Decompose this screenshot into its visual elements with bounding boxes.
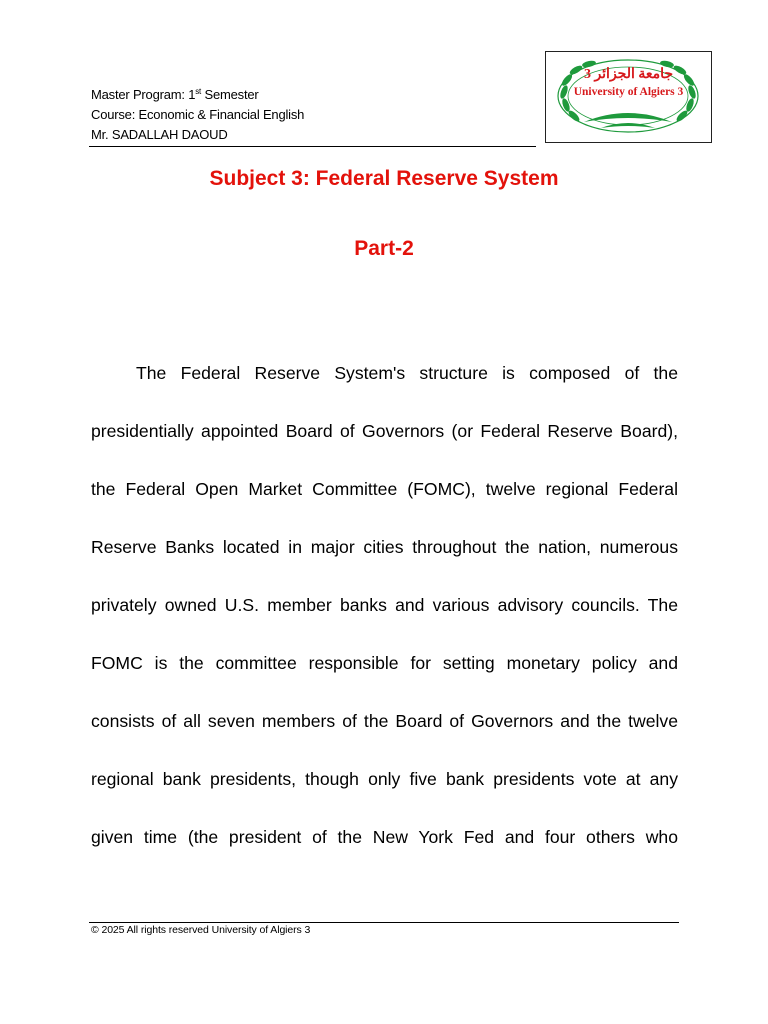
paragraph-line: consists of all seven members of the Board of Governors and the twelve [91,711,678,731]
part-title: Part-2 [354,237,414,260]
logo-arabic-text: جامعة الجزائر 3 [583,67,674,82]
subject-title: Subject 3: Federal Reserve System [209,167,559,190]
paragraph-line: privately owned U.S. member banks and various advisory councils. The [91,595,678,615]
paragraph-line: presidentially appointed Board of Governors (or Federal Reserve Board), [91,421,678,441]
paragraph-line: regional bank presidents, though only five bank presidents vote at any [91,769,678,789]
paragraph-line: FOMC is the committee responsible for setting monetary policy and [91,653,678,673]
paragraph-line: Reserve Banks located in major cities throughout the nation, numerous [91,537,678,557]
footer-divider [89,922,679,923]
header-info [91,85,304,145]
program-suffix: Semester [201,87,259,102]
instructor-line: Mr. SADALLAH DAOUD [91,127,228,142]
paragraph-line: The Federal Reserve System's structure is composed of the [136,363,678,383]
body-paragraph [91,344,678,866]
header-divider [89,146,536,147]
program-line [91,85,304,105]
logo-latin-text: University of Algiers 3 [573,86,684,98]
program-superscript: st [195,87,202,96]
program-label: Master Program: 1 [91,87,196,102]
paragraph-line: the Federal Open Market Committee (FOMC), twelve regional Federal [91,479,678,499]
course-line: Course: Economic & Financial English [91,107,305,122]
copyright-footer: © 2025 All rights reserved University of Algiers 3 [91,924,311,936]
university-logo [545,51,712,143]
paragraph-line: given time (the president of the New York Fed and four others who [91,827,678,847]
